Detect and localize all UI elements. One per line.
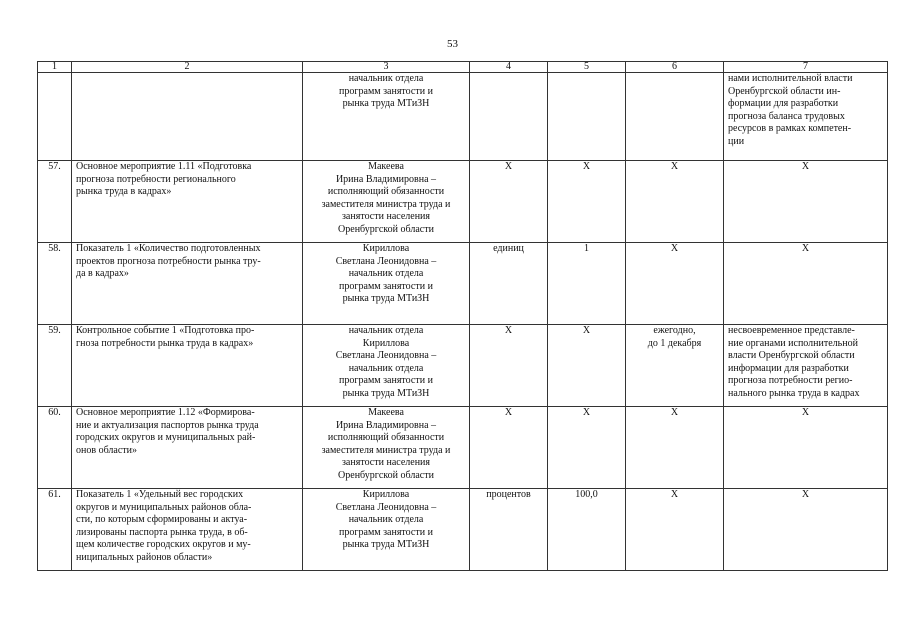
risk-cell: Х: [724, 243, 888, 325]
table-row: [38, 325, 888, 407]
responsible-cell: Макеева Ирина Владимировна – исполняющий обязанности заместителя министра труда и занятости населения Оренбургской области: [303, 407, 470, 489]
row-number-cell: [38, 73, 72, 161]
target-value-cell: Х: [548, 161, 626, 243]
column-number: 3: [303, 62, 470, 73]
deadline-cell: Х: [626, 161, 724, 243]
deadline-cell: Х: [626, 243, 724, 325]
unit-cell: единиц: [470, 243, 548, 325]
responsible-cell: начальник отдела Кириллова Светлана Леонидовна – начальник отдела программ занятости и рынка труда МТиЗН: [303, 325, 470, 407]
row-number-cell: 58.: [38, 243, 72, 325]
event-name-cell: [72, 73, 303, 161]
unit-cell: Х: [470, 325, 548, 407]
column-number: 5: [548, 62, 626, 73]
risk-cell: Х: [724, 161, 888, 243]
column-number: 2: [72, 62, 303, 73]
responsible-cell: Кириллова Светлана Леонидовна – начальник отдела программ занятости и рынка труда МТиЗН: [303, 243, 470, 325]
plan-table: [37, 61, 888, 571]
table-row: [38, 407, 888, 489]
column-number: 6: [626, 62, 724, 73]
event-name-cell: Основное мероприятие 1.12 «Формирова- ние и актуализация паспортов рынка труда городских округов и муниципальных рай- онов области»: [72, 407, 303, 489]
table-row: [38, 489, 888, 571]
target-value-cell: 100,0: [548, 489, 626, 571]
column-number-row: [38, 62, 888, 73]
risk-cell: нами исполнительной власти Оренбургской области ин- формации для разработки прогноза баланса трудовых ресурсов в рамках компетен- ции: [724, 73, 888, 161]
target-value-cell: Х: [548, 325, 626, 407]
responsible-cell: Макеева Ирина Владимировна – исполняющий обязанности заместителя министра труда и занятости населения Оренбургской области: [303, 161, 470, 243]
unit-cell: [470, 73, 548, 161]
deadline-cell: Х: [626, 489, 724, 571]
event-name-cell: Основное мероприятие 1.11 «Подготовка прогноза потребности регионального рынка труда в кадрах»: [72, 161, 303, 243]
target-value-cell: 1: [548, 243, 626, 325]
responsible-cell: Кириллова Светлана Леонидовна – начальник отдела программ занятости и рынка труда МТиЗН: [303, 489, 470, 571]
column-number: 1: [38, 62, 72, 73]
row-number-cell: 57.: [38, 161, 72, 243]
risk-cell: несвоевременное представле- ние органами исполнительной власти Оренбургской области информации для разработки прогноза потребности регио- нального рынка труда в кадрах: [724, 325, 888, 407]
deadline-cell: [626, 73, 724, 161]
table-row: [38, 161, 888, 243]
unit-cell: процентов: [470, 489, 548, 571]
risk-cell: Х: [724, 407, 888, 489]
row-number-cell: 59.: [38, 325, 72, 407]
page-number: 53: [447, 38, 458, 50]
unit-cell: Х: [470, 161, 548, 243]
unit-cell: Х: [470, 407, 548, 489]
table-row: [38, 243, 888, 325]
deadline-cell: ежегодно, до 1 декабря: [626, 325, 724, 407]
target-value-cell: Х: [548, 407, 626, 489]
column-number: 7: [724, 62, 888, 73]
column-number: 4: [470, 62, 548, 73]
target-value-cell: [548, 73, 626, 161]
event-name-cell: Показатель 1 «Количество подготовленных проектов прогноза потребности рынка тру- да в кадрах»: [72, 243, 303, 325]
row-number-cell: 60.: [38, 407, 72, 489]
event-name-cell: Показатель 1 «Удельный вес городских округов и муниципальных районов обла- сти, по которым сформированы и актуа- лизированы паспорта рынка труда, в об- щем количестве городских округов и му- ниципальных районов области»: [72, 489, 303, 571]
row-number-cell: 61.: [38, 489, 72, 571]
table-row: [38, 73, 888, 161]
responsible-cell: начальник отдела программ занятости и рынка труда МТиЗН: [303, 73, 470, 161]
risk-cell: Х: [724, 489, 888, 571]
deadline-cell: Х: [626, 407, 724, 489]
event-name-cell: Контрольное событие 1 «Подготовка про- гноза потребности рынка труда в кадрах»: [72, 325, 303, 407]
